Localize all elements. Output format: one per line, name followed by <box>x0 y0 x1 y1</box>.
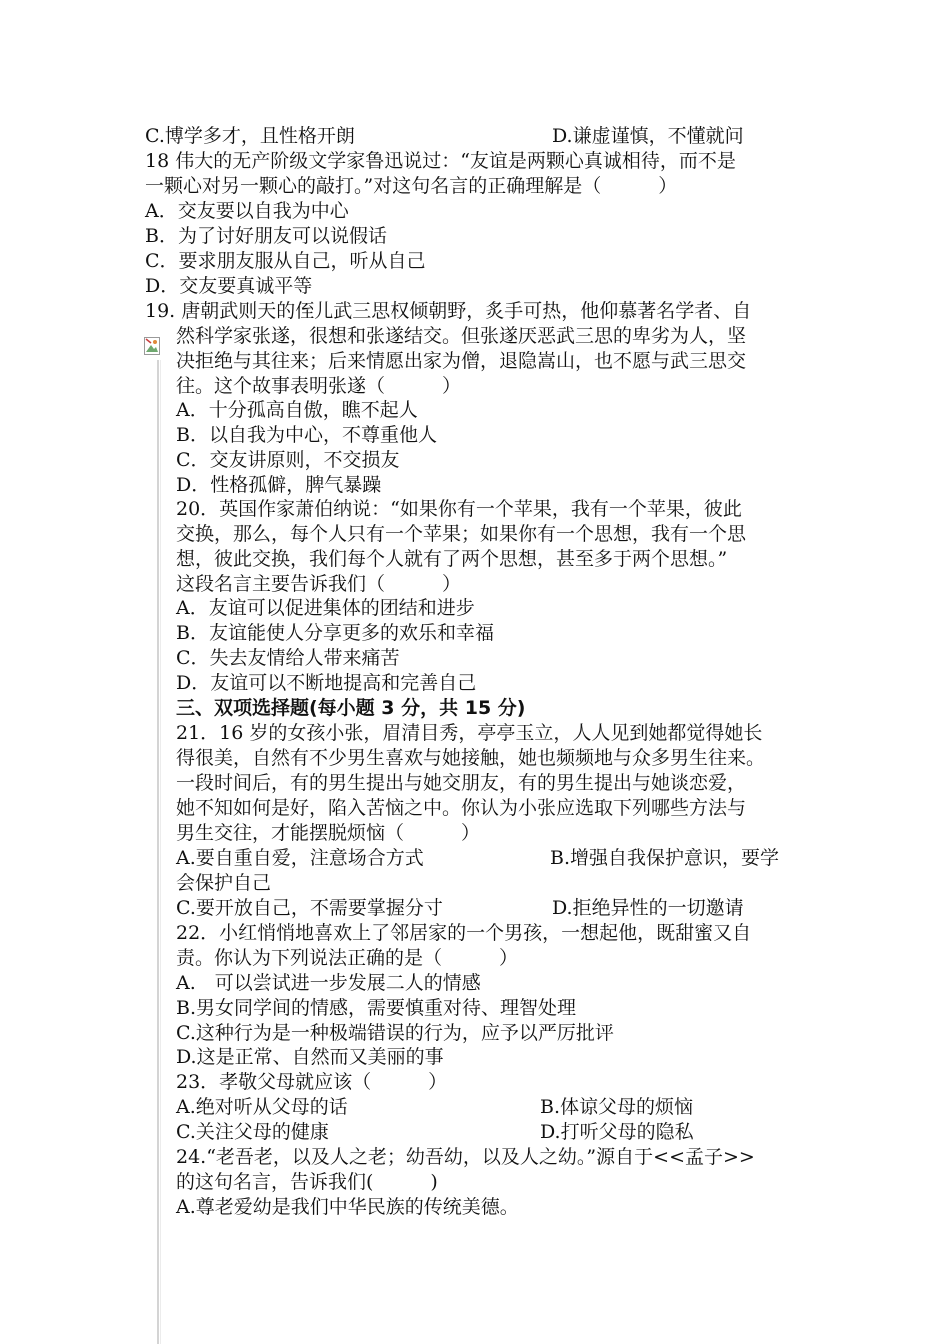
q18-option-a: A．交友要以自我为中心 <box>145 200 349 222</box>
q19-option-c: C．交友讲原则，不交损友 <box>176 449 400 471</box>
q19-stem-line-3: 决拒绝与其往来；后来情愿出家为僧，退隐嵩山，也不愿与武三思交 <box>176 350 747 372</box>
margin-rule-shadow <box>160 360 161 1344</box>
q19-stem-line-2: 然科学家张遂，很想和张遂结交。但张遂厌恶武三思的卑劣为人，坚 <box>176 325 747 347</box>
margin-rule <box>157 360 159 1344</box>
q22-option-a: A. 可以尝试进一步发展二人的情感 <box>176 972 481 994</box>
q20-option-d: D．友谊可以不断地提高和完善自己 <box>176 672 477 694</box>
q21-stem-line-2: 得很美，自然有不少男生喜欢与她接触，她也频频地与众多男生往来。 <box>176 747 766 769</box>
q19-stem-line-4: 往。这个故事表明张遂（ ） <box>176 375 462 397</box>
q21-stem-line-3: 一段时间后，有的男生提出与她交朋友，有的男生提出与她谈恋爱， <box>176 772 747 794</box>
q22-option-d: D.这是正常、自然而又美丽的事 <box>176 1046 444 1068</box>
q22-option-c: C.这种行为是一种极端错误的行为，应予以严厉批评 <box>176 1022 614 1044</box>
q21-stem-line-1: 21．16 岁的女孩小张，眉清目秀，亭亭玉立，人人见到她都觉得她长 <box>176 722 763 744</box>
q20-option-c: C．失去友情给人带来痛苦 <box>176 647 400 669</box>
q22-stem-line-1: 22．小红悄悄地喜欢上了邻居家的一个男孩，一想起他，既甜蜜又自 <box>176 922 752 944</box>
q18-option-d: D．交友要真诚平等 <box>145 275 313 297</box>
q18-stem-line-2: 一颗心对另一颗心的敲打。”对这句名言的正确理解是（ ） <box>145 175 678 197</box>
q24-stem-line-2: 的这句名言，告诉我们( ) <box>176 1171 438 1193</box>
q20-stem-line-3: 想，彼此交换，我们每个人就有了两个思想，甚至多于两个思想。” <box>176 548 728 570</box>
q20-stem-line-4: 这段名言主要告诉我们（ ） <box>176 573 462 595</box>
q20-stem-line-1: 20．英国作家萧伯纳说：“如果你有一个苹果，我有一个苹果，彼此 <box>176 498 742 520</box>
q19-option-a: A．十分孤高自傲，瞧不起人 <box>176 399 418 421</box>
q22-stem-line-2: 责。你认为下列说法正确的是（ ） <box>176 947 519 969</box>
q21-stem-line-5: 男生交往，才能摆脱烦恼（ ） <box>176 822 481 844</box>
q17-option-d: D.谦虚谨慎，不懂就问 <box>552 125 744 147</box>
q18-stem-line-1: 18 伟大的无产阶级文学家鲁迅说过：“友谊是两颗心真诚相待，而不是 <box>145 150 736 172</box>
q21-option-b-continued: 会保护自己 <box>176 872 272 894</box>
broken-image-icon <box>144 337 160 355</box>
q21-stem-line-4: 她不知如何是好，陷入苦恼之中。你认为小张应选取下列哪些方法与 <box>176 797 747 819</box>
q19-option-d: D．性格孤僻，脾气暴躁 <box>176 474 382 496</box>
q18-option-b: B．为了讨好朋友可以说假话 <box>145 225 387 247</box>
q20-option-a: A．友谊可以促进集体的团结和进步 <box>176 597 475 619</box>
q21-option-c: C.要开放自己，不需要掌握分寸 <box>176 897 443 919</box>
q23-option-a: A.绝对听从父母的话 <box>176 1096 348 1118</box>
q18-option-c: C．要求朋友服从自己，听从自己 <box>145 250 426 272</box>
q21-option-d: D.拒绝异性的一切邀请 <box>552 897 744 919</box>
q24-option-a: A.尊老爱幼是我们中华民族的传统美德。 <box>176 1196 519 1218</box>
q21-option-a: A.要自重自爱，注意场合方式 <box>176 847 424 869</box>
q24-stem-line-1: 24.“老吾老，以及人之老；幼吾幼，以及人之幼。”源自于<<孟子>> <box>176 1146 755 1168</box>
q20-option-b: B．友谊能使人分享更多的欢乐和幸福 <box>176 622 494 644</box>
q17-option-c: C.博学多才，且性格开朗 <box>145 125 355 147</box>
q23-option-c: C.关注父母的健康 <box>176 1121 329 1143</box>
q20-stem-line-2: 交换，那么，每个人只有一个苹果；如果你有一个思想，我有一个思 <box>176 523 747 545</box>
q23-option-d: D.打听父母的隐私 <box>540 1121 694 1143</box>
q22-option-b: B.男女同学间的情感，需要慎重对待、理智处理 <box>176 997 577 1019</box>
q19-option-b: B．以自我为中心，不尊重他人 <box>176 424 437 446</box>
q21-option-b: B.增强自我保护意识，要学 <box>550 847 780 869</box>
section-heading: 三、双项选择题(每小题 3 分，共 15 分) <box>176 697 526 719</box>
q23-option-b: B.体谅父母的烦恼 <box>540 1096 694 1118</box>
q23-stem: 23．孝敬父母就应该（ ） <box>176 1071 448 1093</box>
q19-stem-line-1: 19. 唐朝武则天的侄儿武三思权倾朝野，炙手可热，他仰慕著名学者、自 <box>145 300 752 322</box>
